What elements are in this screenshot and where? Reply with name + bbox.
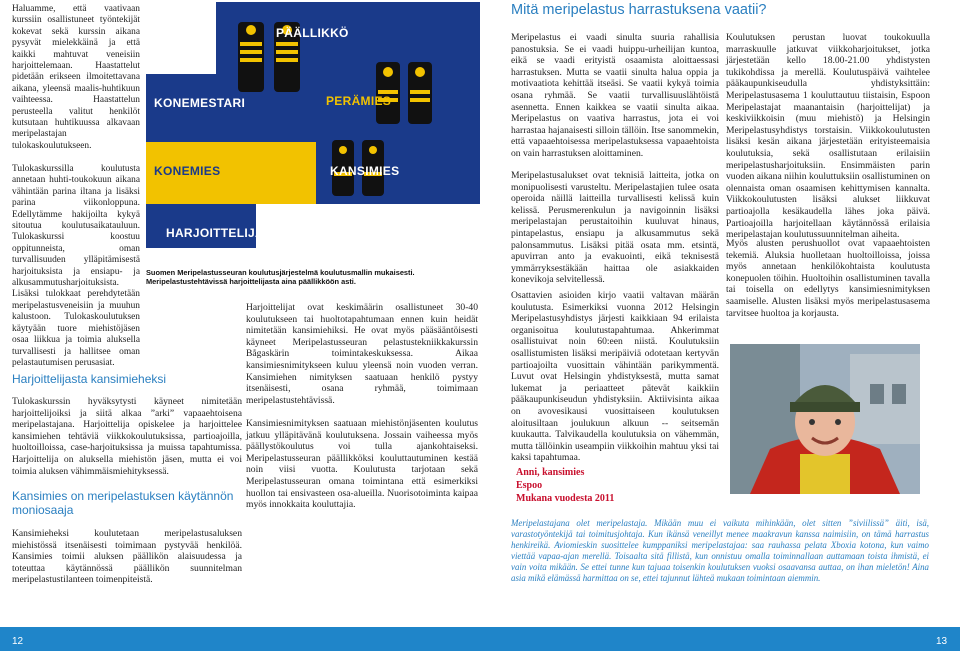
rank-konemies: KONEMIES — [154, 164, 221, 178]
photo-caption-name: Anni, kansimies — [516, 467, 585, 478]
right-col1-paragraph-1: Meripelastus ei vaadi sinulta suuria rahallisia panostuksia. Se ei vaadi huippu-urheilijan kuntoa, eikä se vaadi erityistä osaamista aloittaessasi harrastuksen. Mutta se vaatii sinulta halua oppia ja motivaatiota kehittää itseäsi. Se vaatii kykyä toimia osana ryhmää. Se vaatii turvallisuuslähtöistä asennetta. Ennen kaikkea se vaatii sinulta aikaa. Meripelastus on vaativa harrastus, jota ei voi harrastaa hajanaisesti silloin tällöin. Itse sanommekin, että vapaaehtoisessa meripelastuksessa vapaaehtoista on vain harrastuksen aloittaminen. — [511, 32, 719, 159]
footer-bar — [0, 627, 960, 651]
rank-konemestari: KONEMESTARI — [154, 96, 246, 110]
right-col2-paragraph-1: Koulutuksen perustan luovat toukokuulla marraskuulle jatkuvat viikkoharjoitukset, jotka järjestetään kello 18.00-21.00 yhdistysten tukikohdissa ja merellä. Koulutuspäivä vaihtelee pääkaupunkiseudulla yhdistyksittäin: Meripelastusasema 1 kouluttautuu tiistaisin, Espoon Meripelastajat maanantaisin (harjoittelijat) ja keskiviikkoisin (muu miehistö) ja Helsingin Meripelastusyhdistys torstaisin. Viikkokoulutusten lisäksi kesän aikana järjestetään erityisteemaisia koulutuksia, sekä osallistutaan erilaisiin meripelastusharjoituksiin. Ensimmäisten parin vuoden aikana niihin kouluttuksiin osallistuminen on olennaista oman osaamisen kehittymisen kannalta. Viikkokoulutusten lisäksi alukset liikkuvat partioajolla kesäkaudella lähes joka päivä. Partioajoilla harjoitellaan käytännössä erilaisia meripelastajan koulutussuunnitelman aiheita. — [726, 32, 930, 241]
rank-kansimies: KANSIMIES — [330, 164, 400, 178]
right-col1-paragraph-2: Meripelastusalukset ovat teknisiä laitteita, jotka on monipuolisesti varusteltu. Meripelastajien tulee osata operoida näillä laitteilla turvallisesti kelissä kuin kelissä. Perusmerenkulun ja navigoinnin lisäksi meripelastajan perustaitoihin kuuluvat hinaus, pintapelastus, ensiapu ja alkusammutus sekä palonsammutus. Lisäksi pitää osata mm. etsintä, apuvirran anto ja evakuointi, eikä teknisestä ymmärryksestäkään haittaa ole asiakkaiden konevikoja selvitellessä. — [511, 170, 719, 286]
middle-paragraph-1: Harjoittelijat ovat keskimäärin osallistuneet 30-40 koulutukseen tai huoltotapahtumaan ennen kuin heidät nimitetään kansimiehiksi. He ovat myös pääsääntöisesti käyneet Meripelastusseuran pelastustekniikkakurssin Bågaskärin toimintakeskuksessa. Aikaa kansimiesnimitykseen kuluu yleensä noin vuoden verran. Kansimiehen nimityksen saatuaan henkilö pystyy itsenäisesti, osana ryhmää, toimimaan meripelastustehtävissä. — [246, 302, 478, 406]
rank-caption: Suomen Meripelastusseuran koulutusjärjestelmä koulutusmallin mukaisesti. Meripelastustehtävissä harjoittelijasta aina päällikköön asti. — [146, 268, 415, 286]
page-number-left: 12 — [12, 636, 24, 647]
middle-paragraph-2: Kansimiesnimityksen saatuaan miehistönjäsenten koulutus jatkuu ylläpitävänä koulutuksena. Jossain vaiheessa myös päällystökoulutus voi tulla ajankohtaiseksi. Meripelastusseuran päällikköksi kouluttautuminen kestää noin viisi vuotta. Koulutusta tarjotaan sekä Meripelastusseuran omana toimintana että esimerkiksi huollon tai ensivasteen osa-alueilla. Nuorisotoiminta kaipaa myös innokkaita kouluttajia. — [246, 418, 478, 511]
rank-paallikko: PÄÄLLIKKÖ — [276, 26, 349, 40]
harjoittelijasta-paragraph: Tulokaskurssin hyväksytysti käyneet nimitetään harjoittelijoiksi ja siitä alkaa ”arki” vapaaehtoisena meripelastajana. Harjoittelija opiskelee ja harjoittelee kansimiehen tehtäviä viikkokoulutuksissa, partioajoilla, huoltoilloissa, case-harjoituksissa ja muissa tapahtumissa. Harjoittelija on aluksella miehistön jäsen, mutta ei voi toimia aluksen vähimmäismiehityksessä. — [12, 396, 242, 477]
photo-caption — [516, 466, 716, 505]
rank-harjoittelija: HARJOITTELIJA — [166, 226, 264, 240]
epaulette-paallikko-1 — [238, 22, 264, 92]
photo-caption-since: Mukana vuodesta 2011 — [516, 493, 615, 504]
rank-diagram — [146, 2, 480, 268]
right-col1-paragraph-3: Osattavien asioiden kirjo vaatii valtavan määrän koulutusta. Esimerkiksi vuonna 2012 Helsingin Meripelastusyhdistys järjesti kaikkiaan 94 erilaista organisoitua koulutustapahtumaa. Ahkerimmat osallistuivat noin 60:een niistä. Koulutuksiin osallistumisten lisäksi meripäiviä odotetaan kertyvän partioajoilta vuosittain vähintään parikymmentä. Luvut ovat Helsingin yhdistyksestä, mutta samat lukemat ja periaatteet pätevät kaikkiin pääkaupunkiseudun yhdistyksiin. Aktiivisinta aikaa on avovesikausi vuosittaiseen koulutuksen aloitusiltaan joulukuun alkuun -- seitsemän kuukautta. Talvikaudella koulutuksia on vähemmän, mutta tällöinkin useampiin viikkoihin mahtuu yksi tai kaksi tapahtumaa. — [511, 290, 719, 464]
quote-paragraph: Meripelastajana olet meripelastaja. Mikään muu ei vaikuta mihinkään, olet sitten ”siviilissä” äiti, isä, varastotyöntekijä tai toimitusjohtaja. Kun ikänsä veneillyt menee maakravun kanssa naimisiin, on tämä harrastus henkireikä. Aviomieskin suosittelee kumppaniksi meripelastajaa: saa rauhassa pelata Xboxia kotona, kun vaimo viettää vapaa-ajan merellä. Toisaalta sitä fillistä, kun onnistuu omalla toiminnallaan auttamaan toista ihmistä, ei vain voita mikään. Se ettei tunne kun tajuaa toisenkin koulutuksen vuoksi osaavansa auttaa, on ihan mieletön! Aina asia mikä elämässä harmittaa on se, ettei tajunnut lähteä mukaan toimintaan aiemmin. — [511, 518, 929, 583]
portrait-photo — [730, 344, 920, 494]
epaulette-peramies-1 — [376, 62, 400, 124]
right-col2-paragraph-2: Myös alusten perushuollot ovat vapaaehtoisten tekemiä. Aluksia huolletaan huoltoilloissa, joissa myös annetaan henkilökohtaista koulutusta konepuolen töihin. Huoltoihin osallistuminen tavalla tai toisella on edellytys kansimiesnimityksen saamiselle. Alusten lisäksi myös meripelastusasema tarvitsee huoltoa ja korjausta. — [726, 238, 930, 319]
epaulette-peramies-2 — [408, 62, 432, 124]
heading-kansimies: Kansimies on meripelastuksen käytännön moniosaaja — [12, 489, 234, 517]
right-page-heading: Mitä meripelastus harrastuksena vaatii? — [511, 2, 767, 18]
page-number-right: 13 — [936, 636, 948, 647]
rank-peramies: PERÄMIES — [326, 94, 392, 108]
tulokas-paragraph: Tulokaskurssilla koulutusta annetaan huhti-toukokuun aikana vähintään parina iltana ja lisäksi parina viikonloppuna. Edellytämme hakijoilta kykyä sitoutua koulutusaikatauluun. Tulokaskurssi koostuu oppitunneista, oman turvallisuuden ylläpitämisestä harjoituksista ja ensiapu- ja alkusammutusharjoituksista. Lisäksi tulokkaat perehdytetään meripelastusveneisiin ja muuhun kalustoon. Tulokaskoulutuksen käytyään tuore miehistöjäsen osaa liikkua ja toimia aluksella turvallisesti ja hallitsee oman pelastautumisen perusasiat. — [12, 164, 140, 368]
kansimies-paragraph: Kansimieheksi koulutetaan meripelastusaluksen miehistössä itsenäisesti toimimaan pystyvää henkilöä. Kansimies toimii aluksen päällikön alaisuudessa ja toteuttaa käytännössä päällikön suunnitelman meripelastustilanteen toimenpiteistä. — [12, 528, 242, 586]
photo-caption-place: Espoo — [516, 480, 543, 491]
heading-harjoittelijasta: Harjoittelijasta kansimieheksi — [12, 372, 167, 386]
intro-paragraph: Haluamme, että vaativaan kurssiin osallistuneet työntekijät kokevat sekä kurssin aikana pysyvät mielekkäinä ja että kaikki mahtuvat veneisiin harjoittelemaan. Haastattelut pidetään erikseen ilmoitettavana aikana, yleensä maalis-huhtikuun vaihteessa. Haastattelun perusteella valitut henkilöt kutsutaan huhtikuussa alkavaan meripelastajan tulokaskoulutukseen. — [12, 4, 140, 151]
